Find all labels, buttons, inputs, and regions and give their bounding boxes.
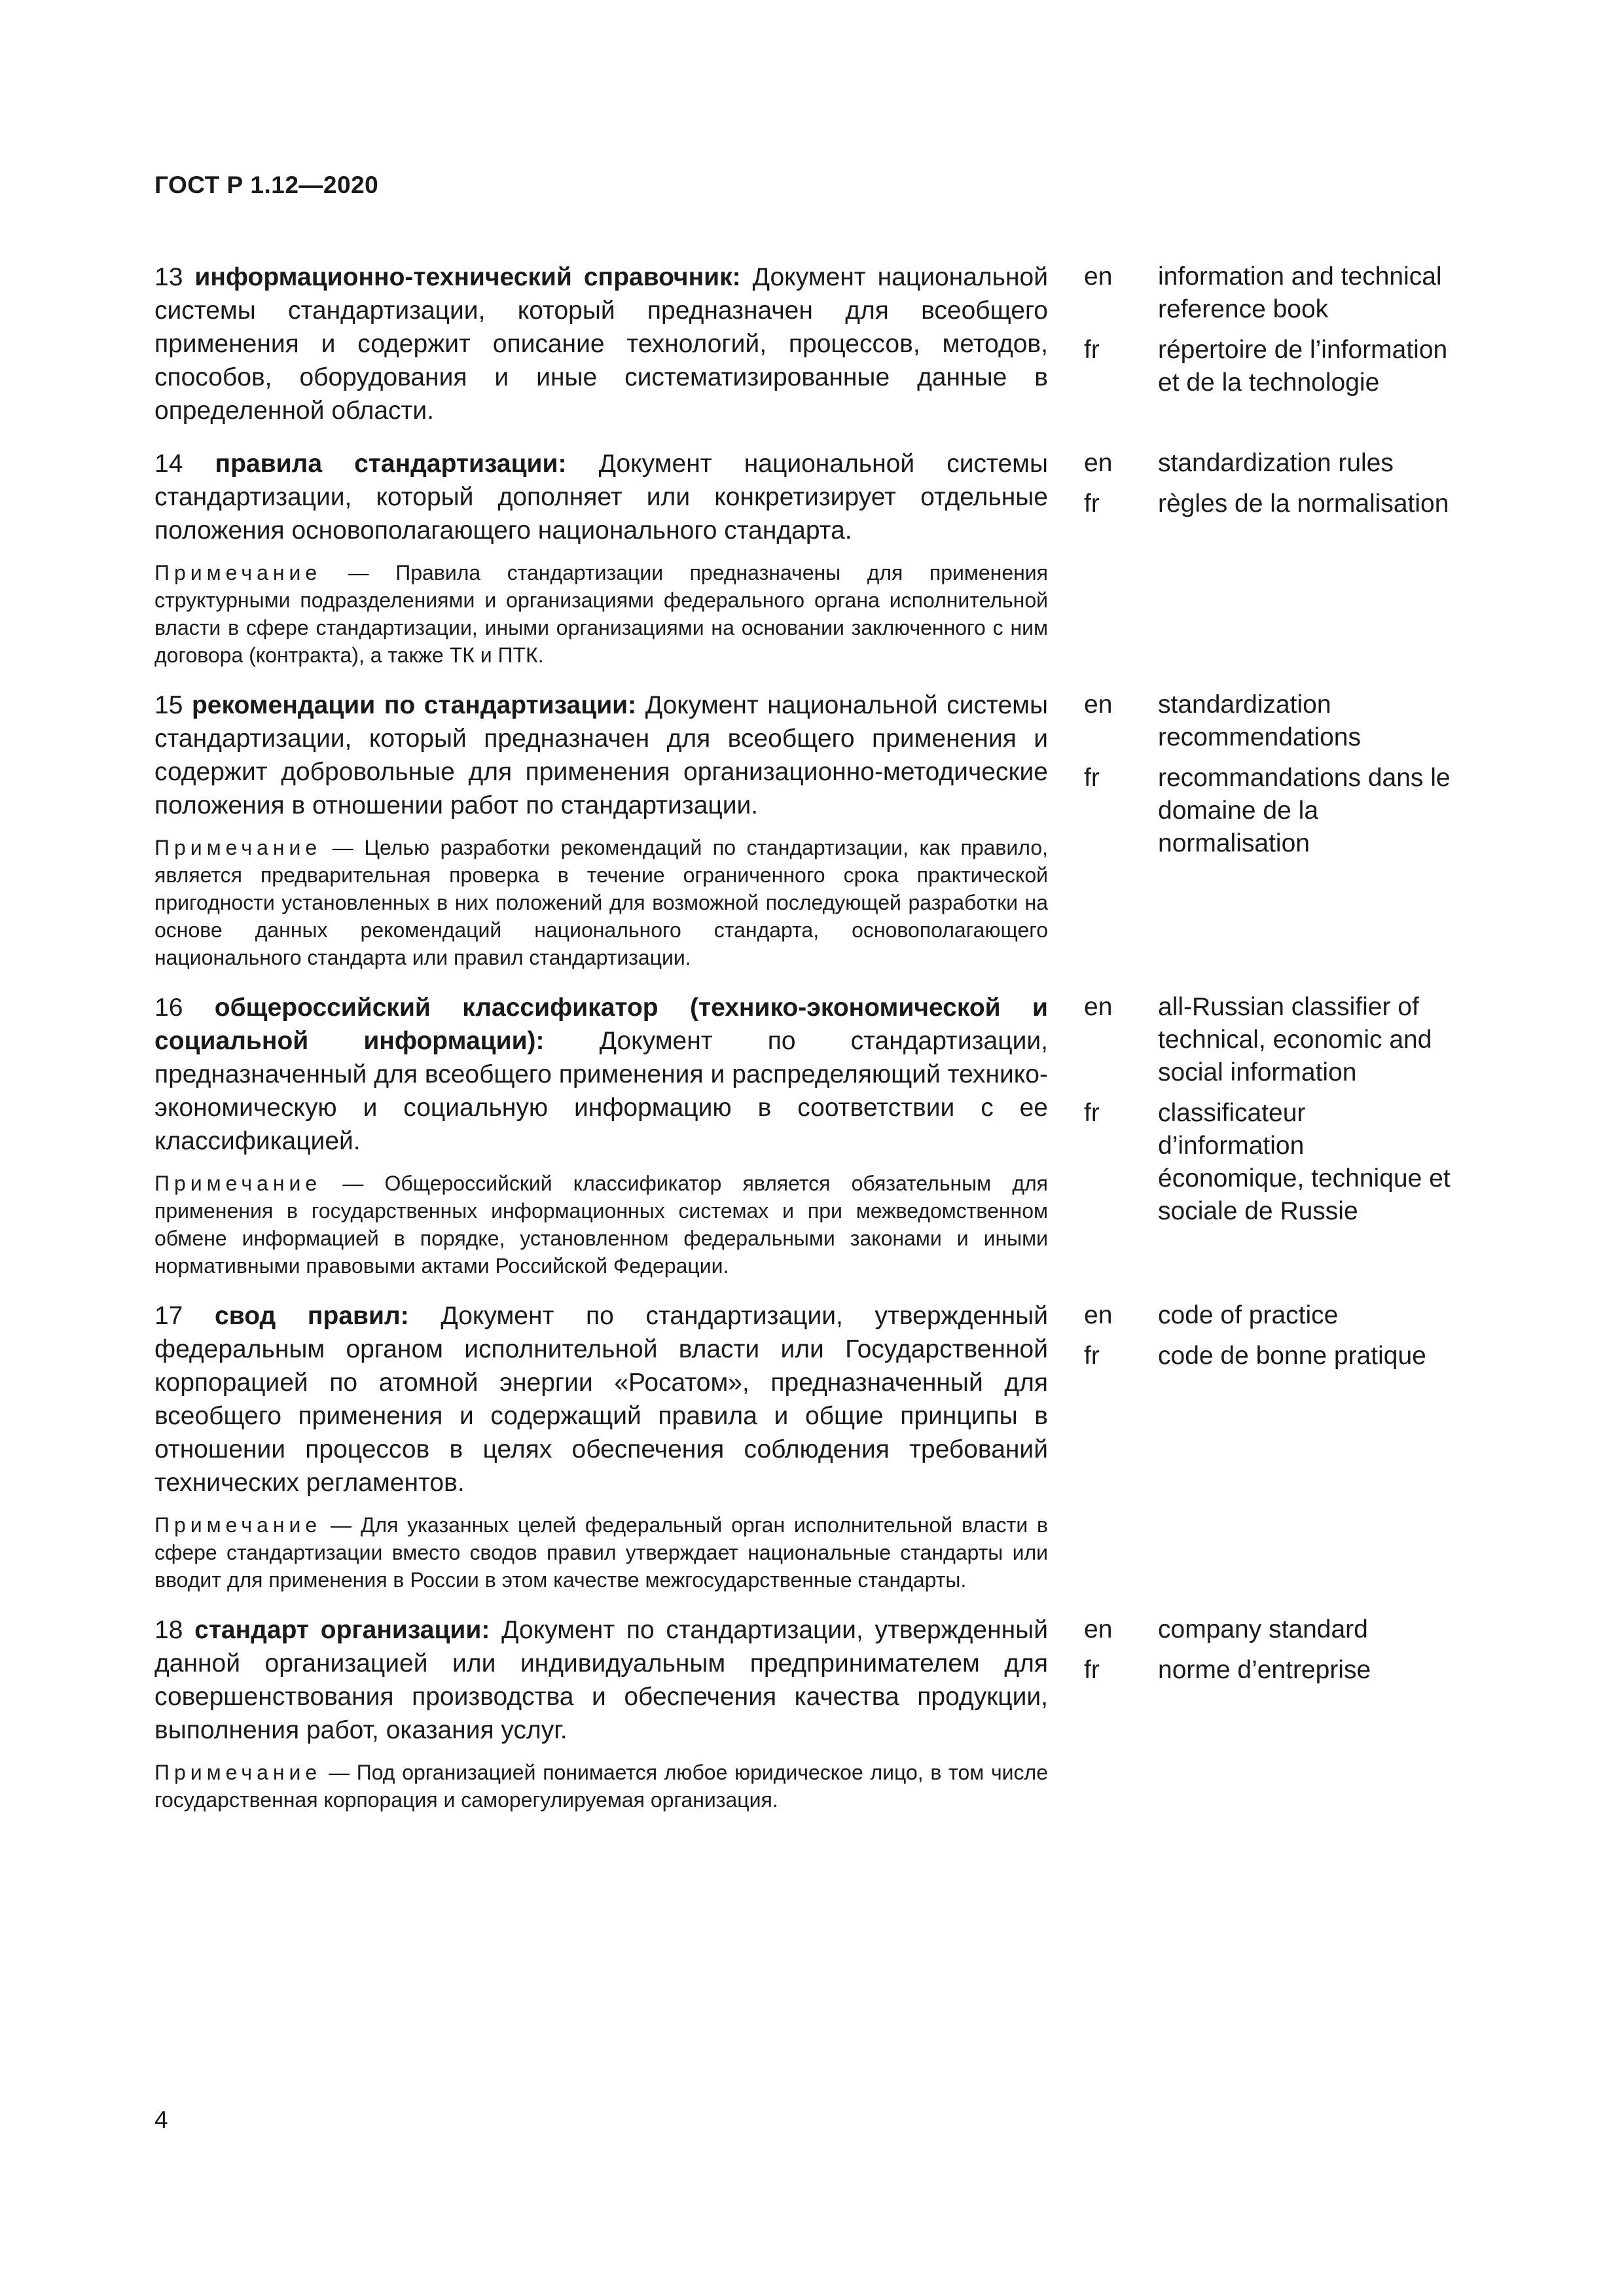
equivalent-fr-text: règles de la normalisation xyxy=(1158,490,1449,518)
lang-code-en: en xyxy=(1084,449,1113,477)
lang-code-fr: fr xyxy=(1084,336,1100,364)
term-note xyxy=(154,1759,1048,1814)
term-number: 18 xyxy=(154,1616,183,1644)
lang-code-fr: fr xyxy=(1084,1656,1100,1684)
equivalent-en-text: company standard xyxy=(1158,1615,1368,1643)
term-number: 17 xyxy=(154,1302,183,1330)
note-text: — Для указанных целей федеральный орган исполнительной власти в сфере стандартизации вместо сводов правил утверждает национальные стандарты или вводит для применения в России в этом качестве межгосударственные стандарты. xyxy=(154,1513,1049,1592)
document-header: ГОСТ Р 1.12—2020 xyxy=(154,171,379,198)
lang-code-fr: fr xyxy=(1084,490,1100,518)
equivalent-en-text: standardization recommendations xyxy=(1158,691,1361,751)
term-definition xyxy=(154,689,1048,822)
term-definition xyxy=(154,1299,1048,1499)
lang-code-fr: fr xyxy=(1084,1099,1100,1127)
term-name: информационно-технический справочник: xyxy=(194,263,741,291)
equivalent-fr xyxy=(1084,1097,1451,1228)
equivalent-fr-text: norme d’entreprise xyxy=(1158,1656,1371,1684)
term-number: 14 xyxy=(154,450,183,478)
term-name: правила стандартизации: xyxy=(215,450,567,478)
term-definition-text: Документ по стандартизации, предназначенный для всеобщего применения и распределяющий технико-экономическую и социальную информацию в соответствии с ее классификацией. xyxy=(154,1027,1048,1155)
page-number: 4 xyxy=(154,2106,168,2133)
note-text: — Целью разработки рекомендаций по стандартизации, как правило, является предварительная проверка в течение ограниченного срока практической пригодности установленных в них положений для возможной последующей разработки на основе данных рекомендаций национального стандарта, основополагающего национального стандарта или правил стандартизации. xyxy=(154,836,1048,969)
note-text: — Общероссийский классификатор является обязательным для применения в государственных информационных системах и при межведомственном обмене информацией в порядке, установленном федеральными законами и иными нормативными правовыми актами Российской Федерации. xyxy=(154,1172,1049,1278)
terms-list xyxy=(154,260,1490,1833)
term-equivalents xyxy=(1084,689,1451,868)
equivalent-en xyxy=(1084,260,1451,326)
term-definition xyxy=(154,1613,1048,1747)
lang-code-en: en xyxy=(1084,1301,1113,1329)
term-equivalents xyxy=(1084,1299,1451,1380)
term-18 xyxy=(154,1613,1490,1814)
equivalent-en xyxy=(1084,1613,1451,1646)
term-number: 13 xyxy=(154,263,183,291)
term-name: общероссийский классификатор (технико-экономической и социальной информации): xyxy=(154,994,1048,1055)
equivalent-en xyxy=(1084,1299,1451,1332)
equivalent-en xyxy=(1084,991,1451,1089)
term-definition-text: Документ национальной системы стандартизации, который предназначен для всеобщего применения и содержит добровольные для применения организационно-методические положения в отношении работ по стандартизации. xyxy=(154,691,1048,819)
note-label: Примечание xyxy=(154,1172,322,1195)
note-label: Примечание xyxy=(154,1761,322,1784)
lang-code-en: en xyxy=(1084,1615,1113,1643)
term-14 xyxy=(154,447,1490,669)
lang-code-fr: fr xyxy=(1084,764,1100,792)
term-definition xyxy=(154,991,1048,1158)
lang-code-en: en xyxy=(1084,262,1113,291)
term-equivalents xyxy=(1084,447,1451,528)
term-note xyxy=(154,559,1048,669)
equivalent-fr xyxy=(1084,1654,1451,1687)
term-13 xyxy=(154,260,1490,427)
equivalent-fr xyxy=(1084,334,1451,399)
equivalent-fr xyxy=(1084,762,1451,860)
lang-code-en: en xyxy=(1084,691,1113,719)
equivalent-fr-text: classificateur d’information économique, technique et sociale de Russie xyxy=(1158,1099,1451,1225)
term-definition-text: Документ национальной системы стандартизации, который предназначен для всеобщего применения и содержит описание технологий, процессов, методов, способов, оборудования и иные систематизированные данные в определенной области. xyxy=(154,263,1048,425)
equivalent-fr-text: recommandations dans le domaine de la normalisation xyxy=(1158,764,1451,857)
term-definition xyxy=(154,260,1048,427)
equivalent-en-text: all-Russian classifier of technical, economic and social information xyxy=(1158,993,1432,1086)
term-equivalents xyxy=(1084,260,1451,407)
note-label: Примечание xyxy=(154,1513,322,1537)
term-definition xyxy=(154,447,1048,547)
term-equivalents xyxy=(1084,1613,1451,1695)
term-name: стандарт организации: xyxy=(194,1616,490,1644)
term-definition-text: Документ национальной системы стандартизации, который дополняет или конкретизирует отдельные положения основополагающего национального стандарта. xyxy=(154,450,1048,545)
term-16 xyxy=(154,991,1490,1280)
equivalent-fr-text: code de bonne pratique xyxy=(1158,1342,1426,1370)
equivalent-en-text: standardization rules xyxy=(1158,449,1394,477)
note-label: Примечание xyxy=(154,836,322,859)
term-15 xyxy=(154,689,1490,971)
note-text: — Правила стандартизации предназначены для применения структурными подразделениями и организациями федерального органа исполнительной власти в сфере стандартизации, иными организациями на основании заключенного с ним договора (контракта), а также ТК и ПТК. xyxy=(154,561,1049,667)
term-number: 15 xyxy=(154,691,183,719)
equivalent-en-text: information and technical reference book xyxy=(1158,262,1442,323)
term-number: 16 xyxy=(154,994,183,1022)
equivalent-fr xyxy=(1084,488,1451,520)
equivalent-en xyxy=(1084,447,1451,480)
term-note xyxy=(154,1511,1048,1594)
equivalent-en-text: code of practice xyxy=(1158,1301,1339,1329)
term-note xyxy=(154,834,1048,971)
term-17 xyxy=(154,1299,1490,1594)
term-name: свод правил: xyxy=(215,1302,409,1330)
term-equivalents xyxy=(1084,991,1451,1236)
lang-code-en: en xyxy=(1084,993,1113,1021)
term-definition-text: Документ по стандартизации, утвержденный федеральным органом исполнительной власти или Государственной корпорацией по атомной энергии «Росатом», предназначенный для всеобщего применения и содержащий правила и общие принципы в отношении процессов в целях обеспечения соблюдения требований технических регламентов. xyxy=(154,1302,1048,1497)
equivalent-en xyxy=(1084,689,1451,754)
note-label: Примечание xyxy=(154,561,322,584)
equivalent-fr-text: répertoire de l’information et de la technologie xyxy=(1158,336,1448,397)
term-definition-text: Документ по стандартизации, утвержденный данной организацией или индивидуальным предпринимателем для совершенствования производства и обеспечения качества продукции, выполнения работ, оказания услуг. xyxy=(154,1616,1048,1744)
term-name: рекомендации по стандартизации: xyxy=(191,691,637,719)
term-note xyxy=(154,1170,1048,1280)
equivalent-fr xyxy=(1084,1340,1451,1372)
lang-code-fr: fr xyxy=(1084,1342,1100,1370)
note-text: — Под организацией понимается любое юридическое лицо, в том числе государственная корпорация и саморегулируемая организация. xyxy=(154,1761,1049,1812)
